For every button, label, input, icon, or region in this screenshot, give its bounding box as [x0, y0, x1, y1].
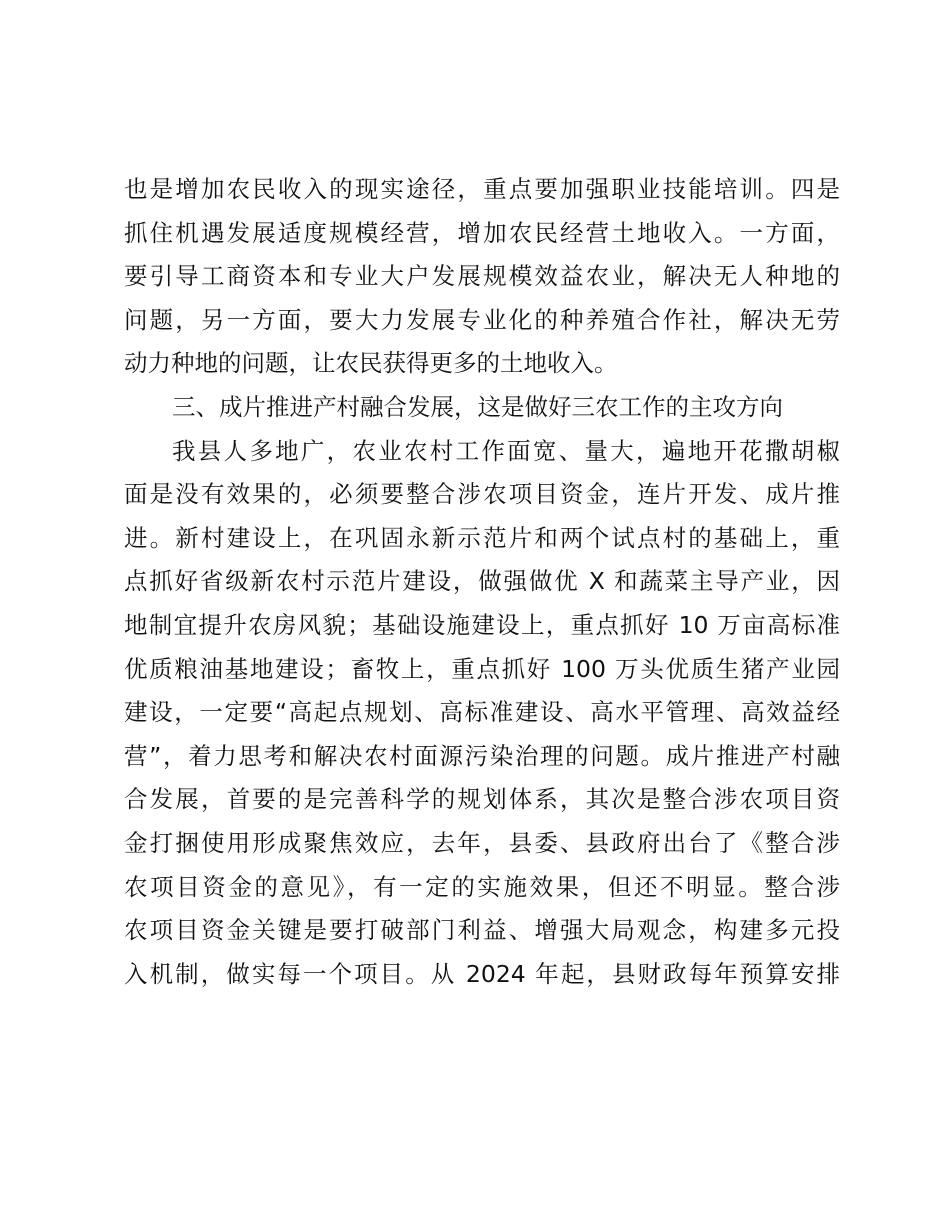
paragraph-line: 优质粮油基地建设；畜牧上，重点抓好 100 万头优质生猪产业园	[124, 654, 840, 683]
paragraph-line: 我县人多地广，农业农村工作面宽、量大，遍地开花撒胡椒	[172, 436, 840, 465]
paragraph-line: 地制宜提升农房风貌；基础设施建设上，重点抓好 10 万亩高标准	[124, 610, 840, 639]
section-heading: 三、成片推进产村融合发展，这是做好三农工作的主攻方向	[172, 392, 783, 421]
paragraph-line: 问题，另一方面，要大力发展专业化的种养殖合作社，解决无劳	[124, 305, 840, 334]
paragraph-line: 动力种地的问题，让农民获得更多的土地收入。	[124, 349, 618, 378]
paragraph-2	[124, 430, 840, 997]
body-text	[124, 168, 840, 996]
paragraph-line: 营”，着力思考和解决农村面源污染治理的问题。成片推进产村融	[124, 741, 840, 770]
paragraph-line: 也是增加农民收入的现实途径，重点要加强职业技能培训。四是	[124, 175, 840, 203]
paragraph-line: 面是没有效果的，必须要整合涉农项目资金，连片开发、成片推	[124, 480, 840, 509]
paragraph-line: 农项目资金关键是要打破部门利益、增强大局观念，构建多元投	[124, 916, 840, 945]
paragraph-line: 农项目资金的意见》，有一定的实施效果，但还不明显。整合涉	[124, 872, 840, 901]
paragraph-line: 进。新村建设上，在巩固永新示范片和两个试点村的基础上，重	[124, 523, 840, 552]
paragraph-line: 合发展，首要的是完善科学的规划体系，其次是整合涉农项目资	[124, 785, 840, 814]
paragraph-line: 入机制，做实每一个项目。从 2024 年起，县财政每年预算安排	[124, 959, 840, 988]
paragraph-line: 点抓好省级新农村示范片建设，做强做优 X 和蔬菜主导产业，因	[124, 567, 840, 596]
paragraph-line: 建设，一定要“高起点规划、高标准建设、高水平管理、高效益经	[124, 698, 840, 727]
paragraph-line: 金打捆使用形成聚焦效应，去年，县委、县政府出台了《整合涉	[124, 828, 840, 857]
paragraph-1	[124, 168, 840, 386]
paragraph-line: 要引导工商资本和专业大户发展规模效益农业，解决无人种地的	[124, 262, 840, 291]
paragraph-line: 抓住机遇发展适度规模经营，增加农民经营土地收入。一方面，	[124, 218, 840, 247]
